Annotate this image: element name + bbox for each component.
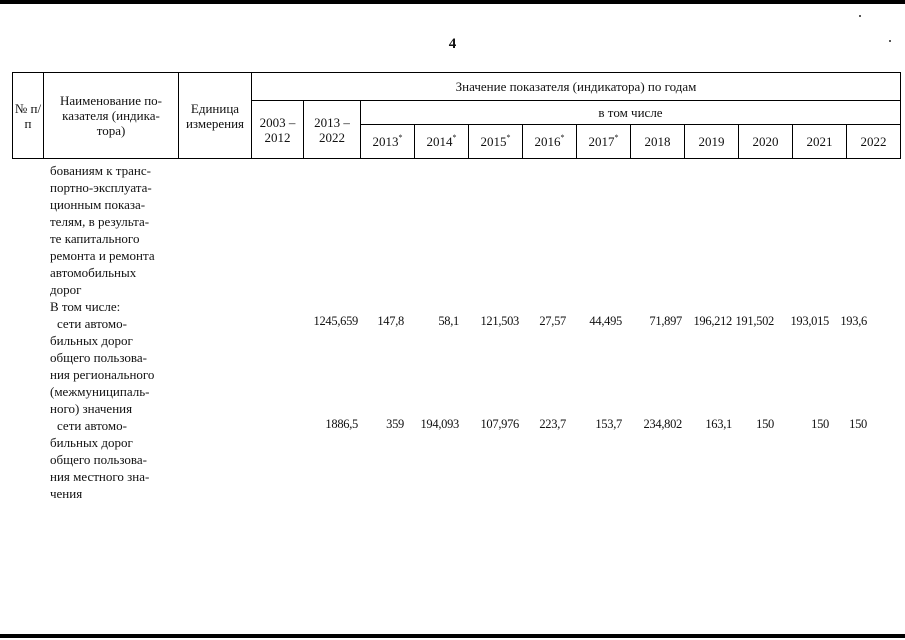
indicator-name-text bbox=[50, 162, 180, 502]
indicator-name-line: сети автомо- bbox=[57, 316, 127, 331]
page-number: 4 bbox=[448, 36, 457, 52]
value-cell: 359 bbox=[386, 417, 404, 431]
header-year-2019: 2019 bbox=[685, 125, 739, 159]
footnote-mark: * bbox=[614, 133, 619, 142]
header-year-2015: 2015* bbox=[469, 125, 523, 159]
indicator-table-header bbox=[12, 72, 901, 159]
header-num: № п/п bbox=[13, 73, 44, 159]
header-year-2017: 2017* bbox=[577, 125, 631, 159]
value-cell: 71,897 bbox=[649, 314, 682, 328]
indicator-name-line: чения bbox=[50, 486, 83, 501]
header-period-1: 2003 – 2012 bbox=[252, 101, 304, 159]
top-border-line bbox=[0, 0, 905, 4]
indicator-name-line: ционным показа- bbox=[50, 197, 146, 212]
indicator-name-line: (межмуниципаль- bbox=[50, 384, 150, 399]
value-cell: 196,212 bbox=[693, 314, 732, 328]
indicator-name-line: общего пользова- bbox=[50, 452, 147, 467]
header-year-2018: 2018 bbox=[631, 125, 685, 159]
indicator-name-line: телям, в результа- bbox=[50, 214, 150, 229]
indicator-name-line: сети автомо- bbox=[57, 418, 127, 433]
indicator-name-line: ния местного зна- bbox=[50, 469, 150, 484]
footnote-mark: * bbox=[506, 133, 511, 142]
header-year-2022: 2022 bbox=[847, 125, 901, 159]
value-cell: 163,1 bbox=[705, 417, 732, 431]
header-year-2021: 2021 bbox=[793, 125, 847, 159]
value-cell: 1245,659 bbox=[313, 314, 358, 328]
header-including: в том числе bbox=[361, 101, 901, 125]
value-cell: 107,976 bbox=[480, 417, 519, 431]
value-cell: 150 bbox=[756, 417, 774, 431]
bottom-border-line bbox=[0, 634, 905, 638]
value-cell: 27,57 bbox=[539, 314, 566, 328]
scan-speck bbox=[859, 15, 861, 17]
indicator-name-line: общего пользова- bbox=[50, 350, 147, 365]
value-cell: 147,8 bbox=[377, 314, 404, 328]
scan-speck bbox=[889, 40, 891, 42]
indicator-name-line: В том числе: bbox=[50, 299, 121, 314]
value-cell: 194,093 bbox=[420, 417, 459, 431]
value-cell: 193,6 bbox=[840, 314, 867, 328]
indicator-name-line: автомобильных bbox=[50, 265, 137, 280]
indicator-name-line: ния регионального bbox=[50, 367, 155, 382]
header-values-title: Значение показателя (индикатора) по годам bbox=[252, 73, 901, 101]
value-cell: 223,7 bbox=[539, 417, 566, 431]
footnote-mark: * bbox=[398, 133, 403, 142]
indicator-name-line: бильных дорог bbox=[50, 333, 133, 348]
header-indicator-name: Наименование по-казателя (индика-тора) bbox=[44, 73, 179, 159]
header-year-2013: 2013* bbox=[361, 125, 415, 159]
value-cell: 191,502 bbox=[735, 314, 774, 328]
footnote-mark: * bbox=[452, 133, 457, 142]
indicator-name-line: ного) значения bbox=[50, 401, 133, 416]
header-year-2020: 2020 bbox=[739, 125, 793, 159]
indicator-name-line: те капитального bbox=[50, 231, 140, 246]
indicator-name-line: дорог bbox=[50, 282, 82, 297]
indicator-name-line: ремонта и ремонта bbox=[50, 248, 155, 263]
value-cell: 150 bbox=[849, 417, 867, 431]
value-cell: 1886,5 bbox=[325, 417, 358, 431]
value-cell: 150 bbox=[811, 417, 829, 431]
header-year-2014: 2014* bbox=[415, 125, 469, 159]
value-cell: 44,495 bbox=[589, 314, 622, 328]
indicator-name-line: портно-эксплуата- bbox=[50, 180, 152, 195]
value-cell: 234,802 bbox=[643, 417, 682, 431]
value-cell: 153,7 bbox=[595, 417, 622, 431]
indicator-name-line: бильных дорог bbox=[50, 435, 133, 450]
header-unit: Единица измерения bbox=[179, 73, 252, 159]
value-cell: 58,1 bbox=[438, 314, 459, 328]
footnote-mark: * bbox=[560, 133, 565, 142]
indicator-name-line: бованиям к транс- bbox=[50, 163, 151, 178]
header-period-2: 2013 – 2022 bbox=[304, 101, 361, 159]
header-year-2016: 2016* bbox=[523, 125, 577, 159]
value-cell: 121,503 bbox=[480, 314, 519, 328]
value-cell: 193,015 bbox=[790, 314, 829, 328]
